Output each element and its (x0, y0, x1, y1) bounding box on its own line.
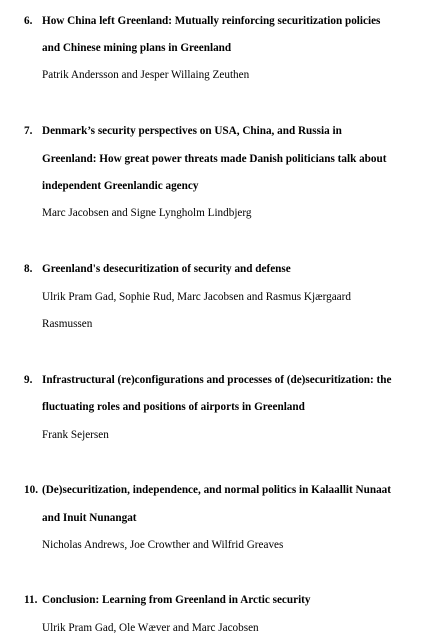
chapter-authors: Nicholas Andrews, Joe Crowther and Wilfrid Greaves (42, 539, 284, 551)
chapter-title-line: Greenland's desecuritization of security and defense (42, 263, 291, 275)
chapter-title-line: Infrastructural (re)configurations and processes of (de)securitization: the (42, 374, 392, 386)
chapter-title-line: and Chinese mining plans in Greenland (42, 42, 232, 54)
chapter-title-line: fluctuating roles and positions of airports in Greenland (42, 401, 305, 413)
chapter-number: 8. (24, 263, 33, 275)
chapter-authors: Rasmussen (42, 318, 93, 330)
chapter-title-line: and Inuit Nunangat (42, 512, 137, 524)
chapter-number: 11. (24, 594, 38, 606)
chapter-number: 10. (24, 484, 38, 496)
chapter-number: 9. (24, 374, 33, 386)
chapter-authors: Marc Jacobsen and Signe Lyngholm Lindbjerg (42, 207, 252, 219)
chapter-title-line: independent Greenlandic agency (42, 180, 199, 192)
chapter-title-line: How China left Greenland: Mutually reinforcing securitization policies (42, 15, 381, 27)
chapter-title-line: (De)securitization, independence, and normal politics in Kalaallit Nunaat (42, 484, 391, 496)
chapter-title-line: Greenland: How great power threats made Danish politicians talk about (42, 153, 387, 165)
chapter-title-line: Denmark’s security perspectives on USA, China, and Russia in (42, 125, 342, 137)
chapter-authors: Patrik Andersson and Jesper Willaing Zeuthen (42, 69, 250, 81)
chapter-number: 6. (24, 15, 33, 27)
chapter-authors: Ulrik Pram Gad, Ole Wæver and Marc Jacobsen (42, 622, 259, 634)
chapter-authors: Frank Sejersen (42, 429, 109, 441)
chapter-title-line: Conclusion: Learning from Greenland in Arctic security (42, 594, 311, 606)
chapter-number: 7. (24, 125, 33, 137)
chapter-authors: Ulrik Pram Gad, Sophie Rud, Marc Jacobsen and Rasmus Kjærgaard (42, 291, 351, 303)
